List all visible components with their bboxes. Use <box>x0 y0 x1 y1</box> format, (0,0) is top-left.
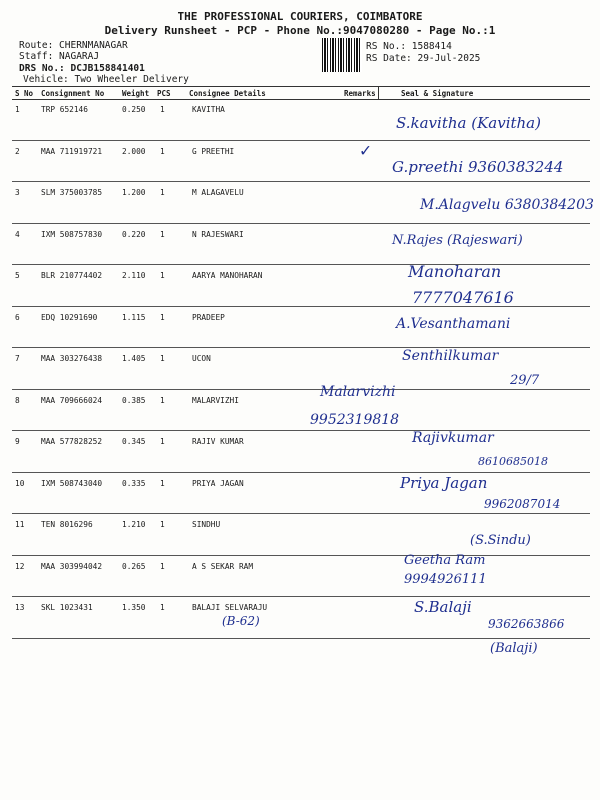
phone-5: 7777047616 <box>412 288 514 307</box>
row-sno: 1 <box>15 105 20 114</box>
barcode <box>322 38 362 72</box>
col-header-sno: S No <box>15 89 34 98</box>
row-sno: 6 <box>15 312 20 322</box>
row-weight: 0.345 <box>122 437 146 446</box>
row-weight: 2.000 <box>122 146 146 156</box>
row-consignment-no: MAA 303276438 <box>41 354 103 363</box>
row-divider <box>12 223 590 224</box>
handwritten-note: (B-62) <box>222 614 260 628</box>
rs-number: RS No.: 1588414 <box>366 41 452 52</box>
phone-9: 8610685018 <box>478 455 548 468</box>
row-pcs: 1 <box>160 312 165 322</box>
date-8: 29/7 <box>510 373 540 388</box>
row-weight: 0.250 <box>122 105 146 114</box>
row-consignment-no: TRP 652146 <box>41 105 88 114</box>
row-weight: 0.335 <box>122 478 146 488</box>
row-consignment-no: IXM 508757830 <box>41 229 103 239</box>
phone-12: 9994926111 <box>404 572 487 587</box>
col-header-remarks: Remarks <box>344 89 376 98</box>
table-top-rule <box>12 86 590 87</box>
row-weight: 0.385 <box>122 395 146 405</box>
signature-3: M.Alagvelu 6380384203 <box>420 197 594 213</box>
row-consignee: M ALAGAVELU <box>192 188 244 197</box>
company-title: THE PROFESSIONAL COURIERS, COIMBATORE <box>177 10 423 23</box>
route-text: Route: CHERNMANAGAR <box>19 40 128 51</box>
tick-mark-icon: ✓ <box>360 140 371 161</box>
row-sno: 12 <box>15 561 25 571</box>
remarks-divider <box>378 86 379 99</box>
row-divider <box>12 596 590 597</box>
row-pcs: 1 <box>160 395 165 405</box>
row-weight: 1.210 <box>122 520 146 529</box>
signature-9: Rajivkumar <box>412 430 494 446</box>
col-header-pcs: PCS <box>157 89 171 98</box>
row-divider <box>12 140 590 141</box>
row-consignment-no: SKL 1023431 <box>41 603 93 612</box>
row-weight: 2.110 <box>122 271 146 280</box>
row-divider <box>12 181 590 182</box>
signature-7: Senthilkumar <box>402 348 499 364</box>
drs-number <box>19 63 145 74</box>
row-weight: 1.405 <box>122 354 146 363</box>
signature-4: N.Rajes (Rajeswari) <box>392 233 523 248</box>
row-consignee: PRADEEP <box>192 312 225 322</box>
row-consignee: AARYA MANOHARAN <box>192 271 263 280</box>
row-sno: 9 <box>15 437 20 446</box>
signature-13-name: (Balaji) <box>490 641 538 656</box>
row-pcs: 1 <box>160 188 165 197</box>
signature-6: A.Vesanthamani <box>396 316 511 332</box>
col-header-signature: Seal & Signature <box>401 89 474 98</box>
row-consignee: MALARVIZHI <box>192 395 239 405</box>
row-weight: 1.115 <box>122 312 146 322</box>
row-sno: 13 <box>15 603 25 612</box>
row-consignment-no: MAA 303994042 <box>41 561 103 571</box>
rs-date: RS Date: 29-Jul-2025 <box>366 53 481 64</box>
row-divider <box>12 513 590 514</box>
signature-13: S.Balaji <box>414 598 472 616</box>
vehicle-text: Vehicle: Two Wheeler Delivery <box>23 74 189 85</box>
row-sno: 2 <box>15 146 20 156</box>
row-divider <box>12 264 590 265</box>
signature-5: Manoharan <box>408 262 502 281</box>
phone-13: 9362663866 <box>488 617 565 631</box>
row-weight: 0.220 <box>122 229 146 239</box>
row-consignee: BALAJI SELVARAJU <box>192 603 268 612</box>
row-pcs: 1 <box>160 520 165 529</box>
row-consignment-no: MAA 709666024 <box>41 395 103 405</box>
row-divider <box>12 638 590 639</box>
col-header-weight: Weight <box>122 89 150 98</box>
signature-2: G.preethi 9360383244 <box>392 158 564 176</box>
row-consignment-no: MAA 711919721 <box>41 146 103 156</box>
signature-8: Malarvizhi <box>320 384 396 400</box>
row-sno: 5 <box>15 271 20 280</box>
row-divider <box>12 472 590 473</box>
row-sno: 10 <box>15 478 25 488</box>
row-consignment-no: MAA 577828252 <box>41 437 103 446</box>
drs-label: DRS No.: <box>19 63 65 74</box>
signature-12: Geetha Ram <box>404 553 486 568</box>
row-consignment-no: EDQ 10291690 <box>41 312 98 322</box>
row-weight: 0.265 <box>122 561 146 571</box>
row-consignee: KAVITHA <box>192 105 225 114</box>
col-header-consignment: Consignment No <box>41 89 105 98</box>
row-pcs: 1 <box>160 271 165 280</box>
signature-1: S.kavitha (Kavitha) <box>396 114 541 132</box>
signature-10: Priya Jagan <box>400 474 488 492</box>
row-consignee: G PREETHI <box>192 146 235 156</box>
signature-11: (S.Sindu) <box>470 533 531 548</box>
row-pcs: 1 <box>160 105 165 114</box>
row-sno: 4 <box>15 229 20 239</box>
row-sno: 11 <box>15 520 25 529</box>
row-consignee: A S SEKAR RAM <box>192 561 254 571</box>
row-pcs: 1 <box>160 229 165 239</box>
row-divider <box>12 389 590 390</box>
row-consignee: N RAJESWARI <box>192 229 244 239</box>
row-divider <box>12 555 590 556</box>
row-consignee: PRIYA JAGAN <box>192 478 244 488</box>
row-pcs: 1 <box>160 603 165 612</box>
row-divider <box>12 347 590 348</box>
row-pcs: 1 <box>160 561 165 571</box>
row-pcs: 1 <box>160 354 165 363</box>
col-header-consignee: Consignee Details <box>189 89 266 98</box>
row-pcs: 1 <box>160 478 165 488</box>
drs-value: DCJB158841401 <box>70 63 145 74</box>
row-consignee: SINDHU <box>192 520 221 529</box>
header-bottom-rule <box>12 99 590 100</box>
row-sno: 3 <box>15 188 20 197</box>
row-consignment-no: IXM 508743040 <box>41 478 103 488</box>
row-consignment-no: BLR 210774402 <box>41 271 103 280</box>
phone-10: 9962087014 <box>484 497 561 511</box>
row-divider <box>12 430 590 431</box>
row-consignment-no: SLM 375003785 <box>41 188 103 197</box>
staff-text: Staff: NAGARAJ <box>19 51 100 62</box>
row-sno: 8 <box>15 395 20 405</box>
row-pcs: 1 <box>160 437 165 446</box>
row-weight: 1.350 <box>122 603 146 612</box>
row-consignee: UCON <box>192 354 211 363</box>
runsheet-subtitle: Delivery Runsheet - PCP - Phone No.:9047080280 - Page No.:1 <box>104 24 496 37</box>
row-consignee: RAJIV KUMAR <box>192 437 244 446</box>
row-pcs: 1 <box>160 146 165 156</box>
phone-8: 9952319818 <box>310 412 400 428</box>
row-sno: 7 <box>15 354 20 363</box>
row-consignment-no: TEN 8016296 <box>41 520 93 529</box>
row-weight: 1.200 <box>122 188 146 197</box>
